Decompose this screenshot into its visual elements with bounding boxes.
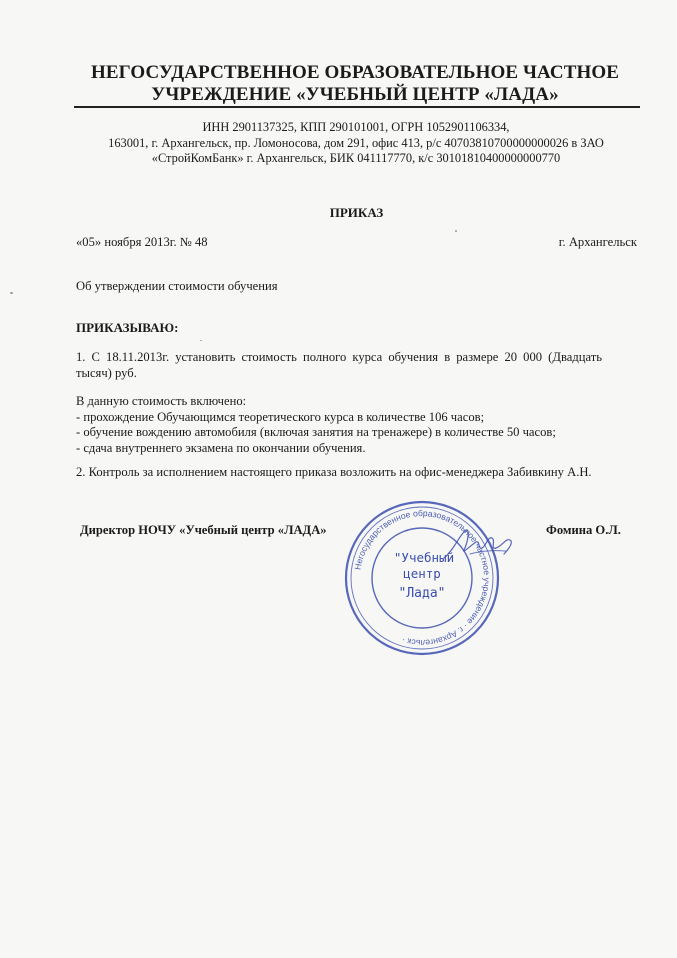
included-item: - прохождение Обучающимся теоретического курса в количестве 106 часов;: [76, 409, 485, 424]
signer-position: Директор НОЧУ «Учебный центр «ЛАДА»: [80, 523, 327, 537]
requisites-line3: «СтройКомБанк» г. Архангельск, БИК 041117770, к/с 30101810400000000770: [151, 151, 561, 165]
document-city: г. Архангельск: [558, 235, 637, 249]
scan-speck: [10, 292, 13, 294]
requisites-line2: 163001, г. Архангельск, пр. Ломоносова, дом 291, офис 413, р/с 40703810700000000026 в ЗАО: [108, 135, 604, 150]
stamp-ring-textpath: Негосударственное образовательное частное учреждение · г. Архангельск ·: [352, 507, 493, 649]
document-subject: Об утверждении стоимости обучения: [76, 279, 278, 293]
stamp-center-line3: "Лада": [398, 586, 446, 601]
header-divider: [74, 106, 640, 108]
scan-speck: [200, 340, 202, 341]
included-item: - обучение вождению автомобиля (включая занятия на тренажере) в количестве 50 часов;: [76, 425, 556, 439]
included-list: [76, 394, 636, 456]
order-heading: ПРИКАЗЫВАЮ:: [76, 320, 179, 335]
order-paragraph-1: 1. С 18.11.2013г. установить стоимость полного курса обучения в размере 20 000 (Двадцать тысяч) руб.: [76, 350, 602, 380]
organization-title: [70, 62, 640, 106]
organization-title-line1: НЕГОСУДАРСТВЕННОЕ ОБРАЗОВАТЕЛЬНОЕ ЧАСТНОЕ: [90, 62, 620, 83]
stamp-center-line2: центр: [403, 566, 441, 581]
organization-requisites: [70, 120, 642, 167]
handwritten-signature: [440, 520, 520, 570]
included-item: - сдача внутреннего экзамена по окончании обучения.: [76, 440, 366, 455]
requisites-line1: ИНН 2901137325, КПП 290101001, ОГРН 1052901106334,: [202, 120, 510, 134]
order-paragraph-2: 2. Контроль за исполнением настоящего приказа возложить на офис-менеджера Забивкину А.Н.: [76, 465, 592, 479]
signer-name: Фомина О.Л.: [546, 523, 621, 537]
scan-speck: [455, 230, 457, 232]
document-type: ПРИКАЗ: [329, 205, 384, 220]
stamp-center-line1: "Учебный: [393, 550, 455, 565]
document-date-number: «05» ноября 2013г. № 48: [76, 235, 208, 249]
organization-title-line2: УЧРЕЖДЕНИЕ «УЧЕБНЫЙ ЦЕНТР «ЛАДА»: [151, 84, 559, 105]
included-header: В данную стоимость включено:: [76, 394, 247, 408]
